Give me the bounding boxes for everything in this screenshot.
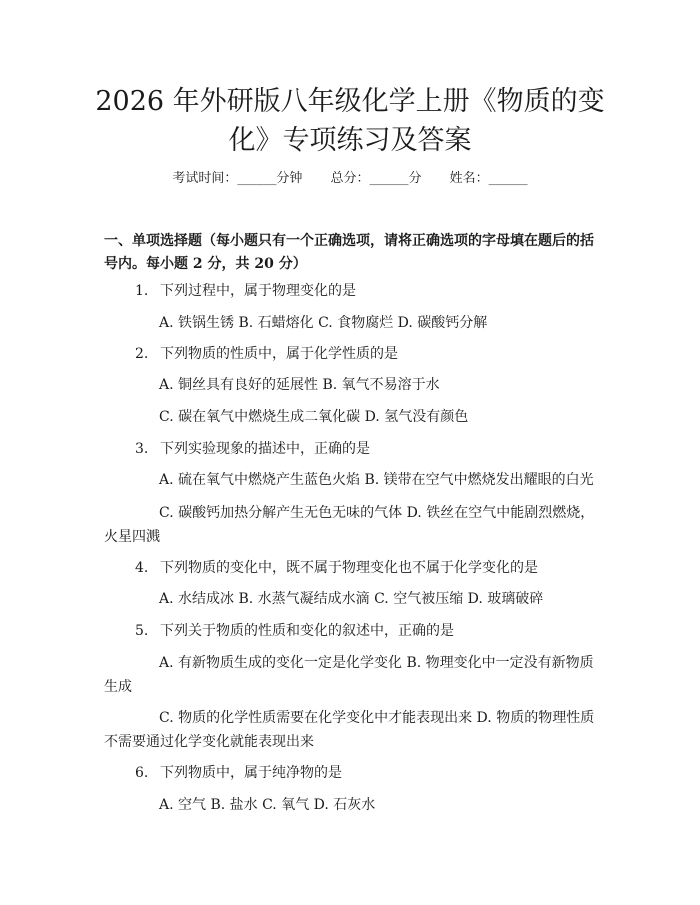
question-1-stem	[135, 281, 356, 301]
exam-name: 姓名：______	[449, 171, 528, 186]
question-4-stem	[135, 558, 538, 578]
question-6-stem	[135, 763, 342, 783]
exam-score: 总分：______分	[330, 171, 422, 186]
question-2-stem	[135, 344, 398, 364]
question-text: 下列过程中，属于物理变化的是	[160, 283, 356, 299]
question-1-options: A. 铁锅生锈 B. 石蜡熔化 C. 食物腐烂 D. 碳酸钙分解	[159, 315, 488, 331]
question-number: 1.	[135, 283, 149, 299]
section-heading	[104, 230, 604, 276]
question-number: 6.	[135, 765, 149, 781]
question-number: 5.	[135, 623, 149, 639]
exam-info	[0, 170, 700, 188]
question-text: 下列物质的变化中，既不属于物理变化也不属于化学变化的是	[160, 560, 538, 576]
question-text: 下列实验现象的描述中，正确的是	[160, 441, 370, 457]
question-number: 4.	[135, 560, 149, 576]
question-3-stem	[135, 439, 370, 459]
title-line-2: 化》专项练习及答案	[228, 125, 472, 156]
question-2-options-a-b: A. 铜丝具有良好的延展性 B. 氧气不易溶于水	[159, 377, 440, 393]
title-line-1: 2026 年外研版八年级化学上册《物质的变	[95, 86, 605, 117]
question-number: 3.	[135, 441, 149, 457]
question-5-options-a-b: A. 有新物质生成的变化一定是化学变化 B. 物理变化中一定没有新物质	[159, 655, 594, 671]
question-4-options: A. 水结成冰 B. 水蒸气凝结成水滴 C. 空气被压缩 D. 玻璃破碎	[159, 591, 544, 607]
question-5-stem	[135, 621, 454, 641]
section-heading-line-2: 号内。每小题 2 分，共 20 分）	[104, 256, 307, 272]
question-2-options-c-d: C. 碳在氧气中燃烧生成二氧化碳 D. 氢气没有颜色	[159, 409, 469, 425]
question-text: 下列物质的性质中，属于化学性质的是	[160, 346, 398, 362]
exam-time: 考试时间：______分钟	[172, 171, 303, 186]
question-5-continuation-1: 生成	[104, 679, 132, 695]
question-text: 下列物质中，属于纯净物的是	[160, 765, 342, 781]
question-6-options: A. 空气 B. 盐水 C. 氧气 D. 石灰水	[159, 797, 376, 813]
question-3-options-a-b: A. 硫在氧气中燃烧产生蓝色火焰 B. 镁带在空气中燃烧发出耀眼的白光	[159, 472, 594, 488]
question-5-options-c-d: C. 物质的化学性质需要在化学变化中才能表现出来 D. 物质的物理性质	[159, 710, 595, 726]
question-3-options-c-d: C. 碳酸钙加热分解产生无色无味的气体 D. 铁丝在空气中能剧烈燃烧，	[159, 505, 595, 521]
question-5-continuation-2: 不需要通过化学变化就能表现出来	[104, 734, 314, 750]
question-number: 2.	[135, 346, 149, 362]
section-heading-line-1: 一、单项选择题（每小题只有一个正确选项，请将正确选项的字母填在题后的括	[104, 233, 594, 249]
question-text: 下列关于物质的性质和变化的叙述中，正确的是	[160, 623, 454, 639]
question-3-continuation: 火星四溅	[104, 529, 160, 545]
document-title	[60, 82, 640, 160]
